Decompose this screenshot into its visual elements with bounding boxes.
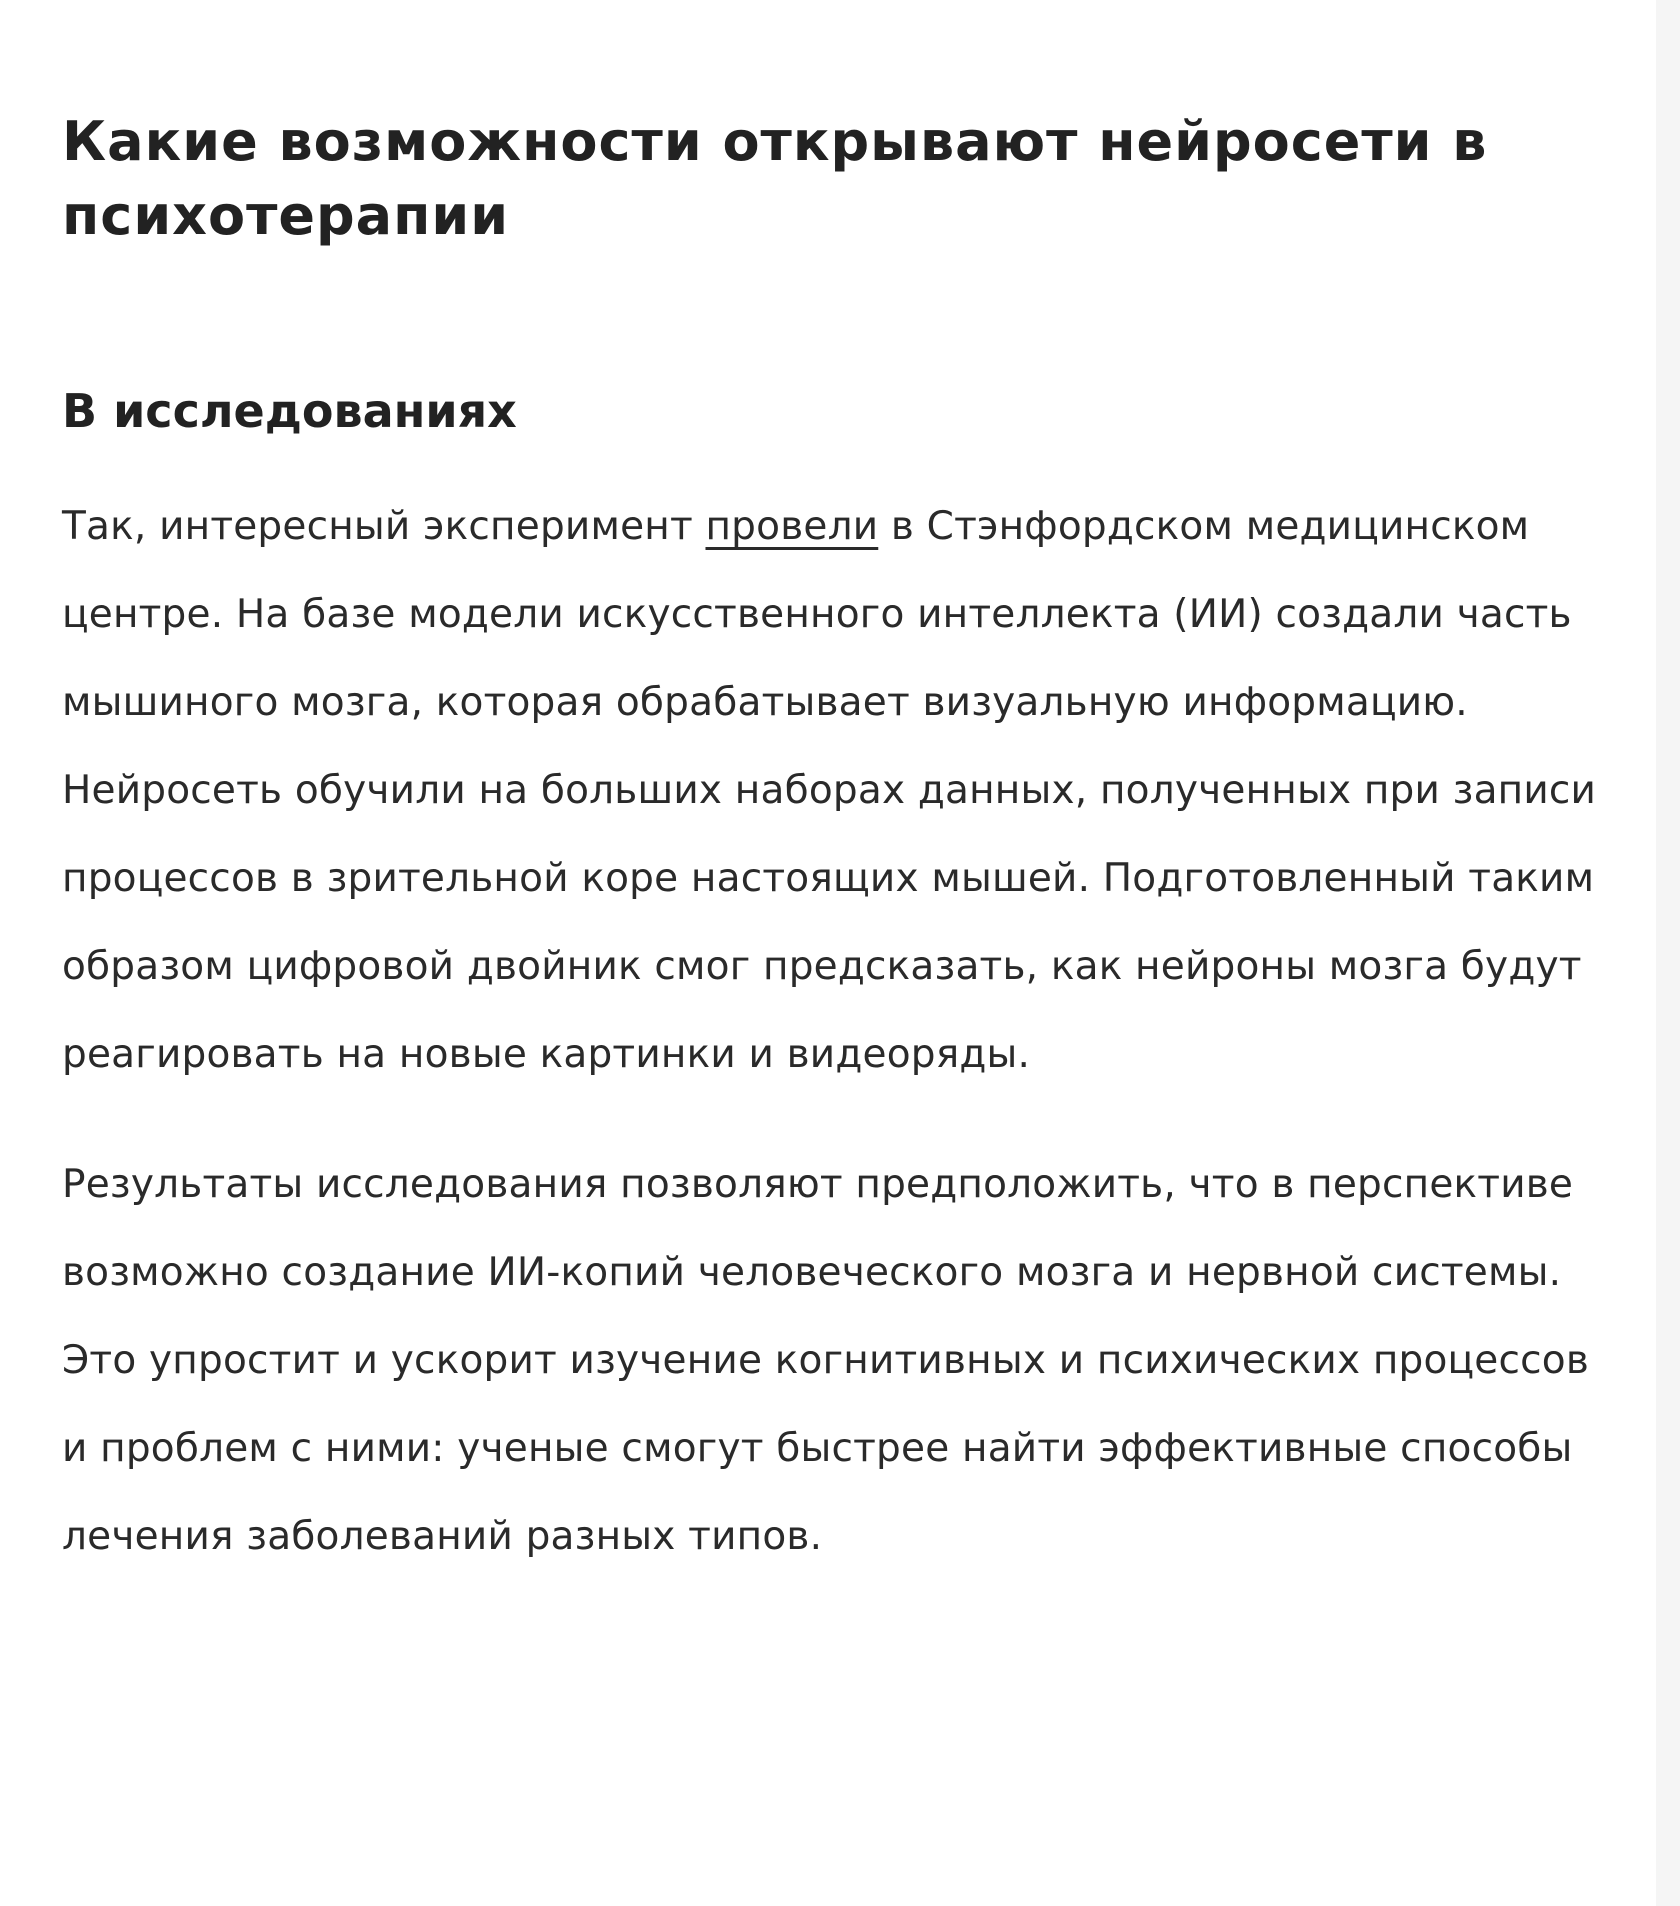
source-link[interactable]: провели xyxy=(705,504,879,549)
scrollbar-track[interactable] xyxy=(1656,0,1680,1906)
section-title: В исследованиях xyxy=(62,384,517,438)
page-title: Какие возможности открывают нейросети в психотерапии xyxy=(62,110,1488,247)
paragraph-1 xyxy=(62,483,1602,1099)
article xyxy=(62,0,1602,1581)
paragraph-1-before-link: Так, интересный эксперимент xyxy=(62,504,706,549)
paragraph-1-after-link: в Стэнфордском медицинском центре. На базе модели искусственного интеллекта (ИИ) создали часть мышиного мозга, которая обрабатывает визуальную информацию. Нейросеть обучили на больших наборах данных, полученных при записи процессов в зрительной коре настоящих мышей. Подготовленный таким образом цифровой двойник смог предсказать, как нейроны мозга будут реагировать на новые картинки и видеоряды. xyxy=(62,504,1597,1077)
paragraph-2: Результаты исследования позволяют предположить, что в перспективе возможно создание ИИ-копий человеческого мозга и нервной системы. Это упростит и ускорит изучение когнитивных и психических процессов и проблем с ними: ученые смогут быстрее найти эффективные способы лечения заболеваний разных типов. xyxy=(62,1162,1590,1559)
